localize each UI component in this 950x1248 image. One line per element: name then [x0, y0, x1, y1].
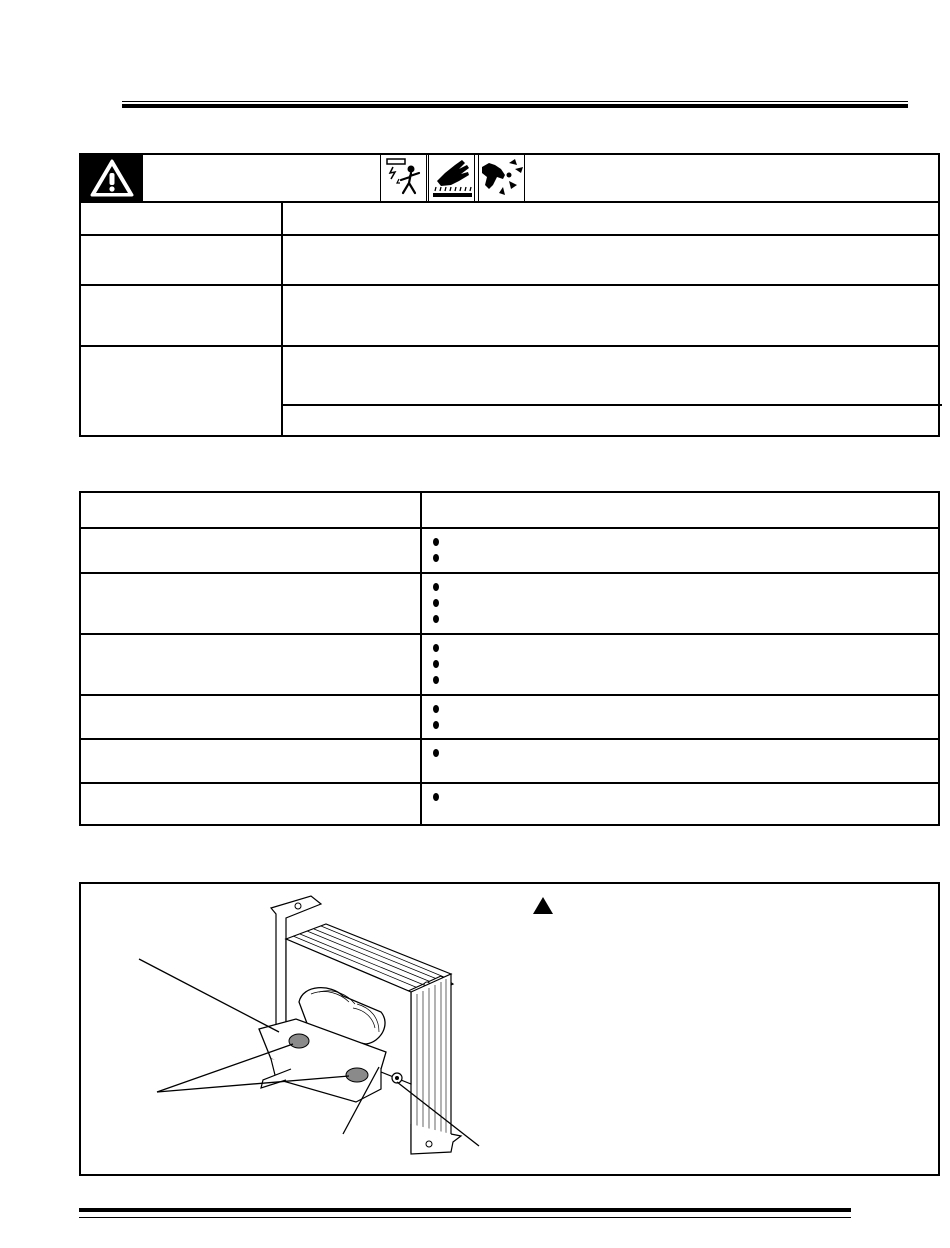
exclamation-triangle-icon — [81, 155, 143, 201]
table-row-divider — [81, 694, 938, 696]
list-bullet — [433, 583, 439, 591]
list-bullet — [433, 554, 439, 562]
hot-surface-icon — [428, 155, 475, 201]
moving-fan-icon — [478, 155, 525, 201]
warning-row-divider — [81, 284, 938, 286]
table-row-divider — [81, 527, 938, 529]
table-row-divider — [81, 738, 938, 740]
list-bullet — [433, 721, 439, 729]
warning-badge — [81, 155, 143, 201]
list-bullet — [433, 615, 439, 623]
header-rule-thin — [122, 101, 908, 102]
list-bullet — [433, 705, 439, 713]
list-bullet — [433, 644, 439, 652]
hazard-warning-table — [79, 153, 940, 437]
list-bullet — [433, 676, 439, 684]
troubleshooting-column-divider — [420, 493, 422, 824]
warning-triangle-icon — [533, 897, 553, 914]
warning-row-divider — [81, 345, 938, 347]
list-bullet — [433, 599, 439, 607]
transformer-illustration — [81, 884, 938, 1174]
footer-rule-thick — [79, 1208, 851, 1212]
figure-box — [79, 882, 940, 1176]
list-bullet — [433, 660, 439, 668]
electric-shock-icon — [380, 155, 427, 201]
list-bullet — [433, 538, 439, 546]
header-rule-thick — [122, 104, 908, 108]
table-row-divider — [81, 572, 938, 574]
footer-rule-thin — [79, 1217, 851, 1218]
troubleshooting-table — [79, 491, 940, 826]
hazard-warning-header — [81, 155, 938, 203]
warning-table-column-divider — [281, 201, 283, 435]
list-bullet — [433, 793, 439, 801]
warning-subrow-divider — [281, 404, 942, 406]
table-row-divider — [81, 633, 938, 635]
table-row-divider — [81, 782, 938, 784]
list-bullet — [433, 749, 439, 757]
warning-row-divider — [81, 234, 938, 236]
